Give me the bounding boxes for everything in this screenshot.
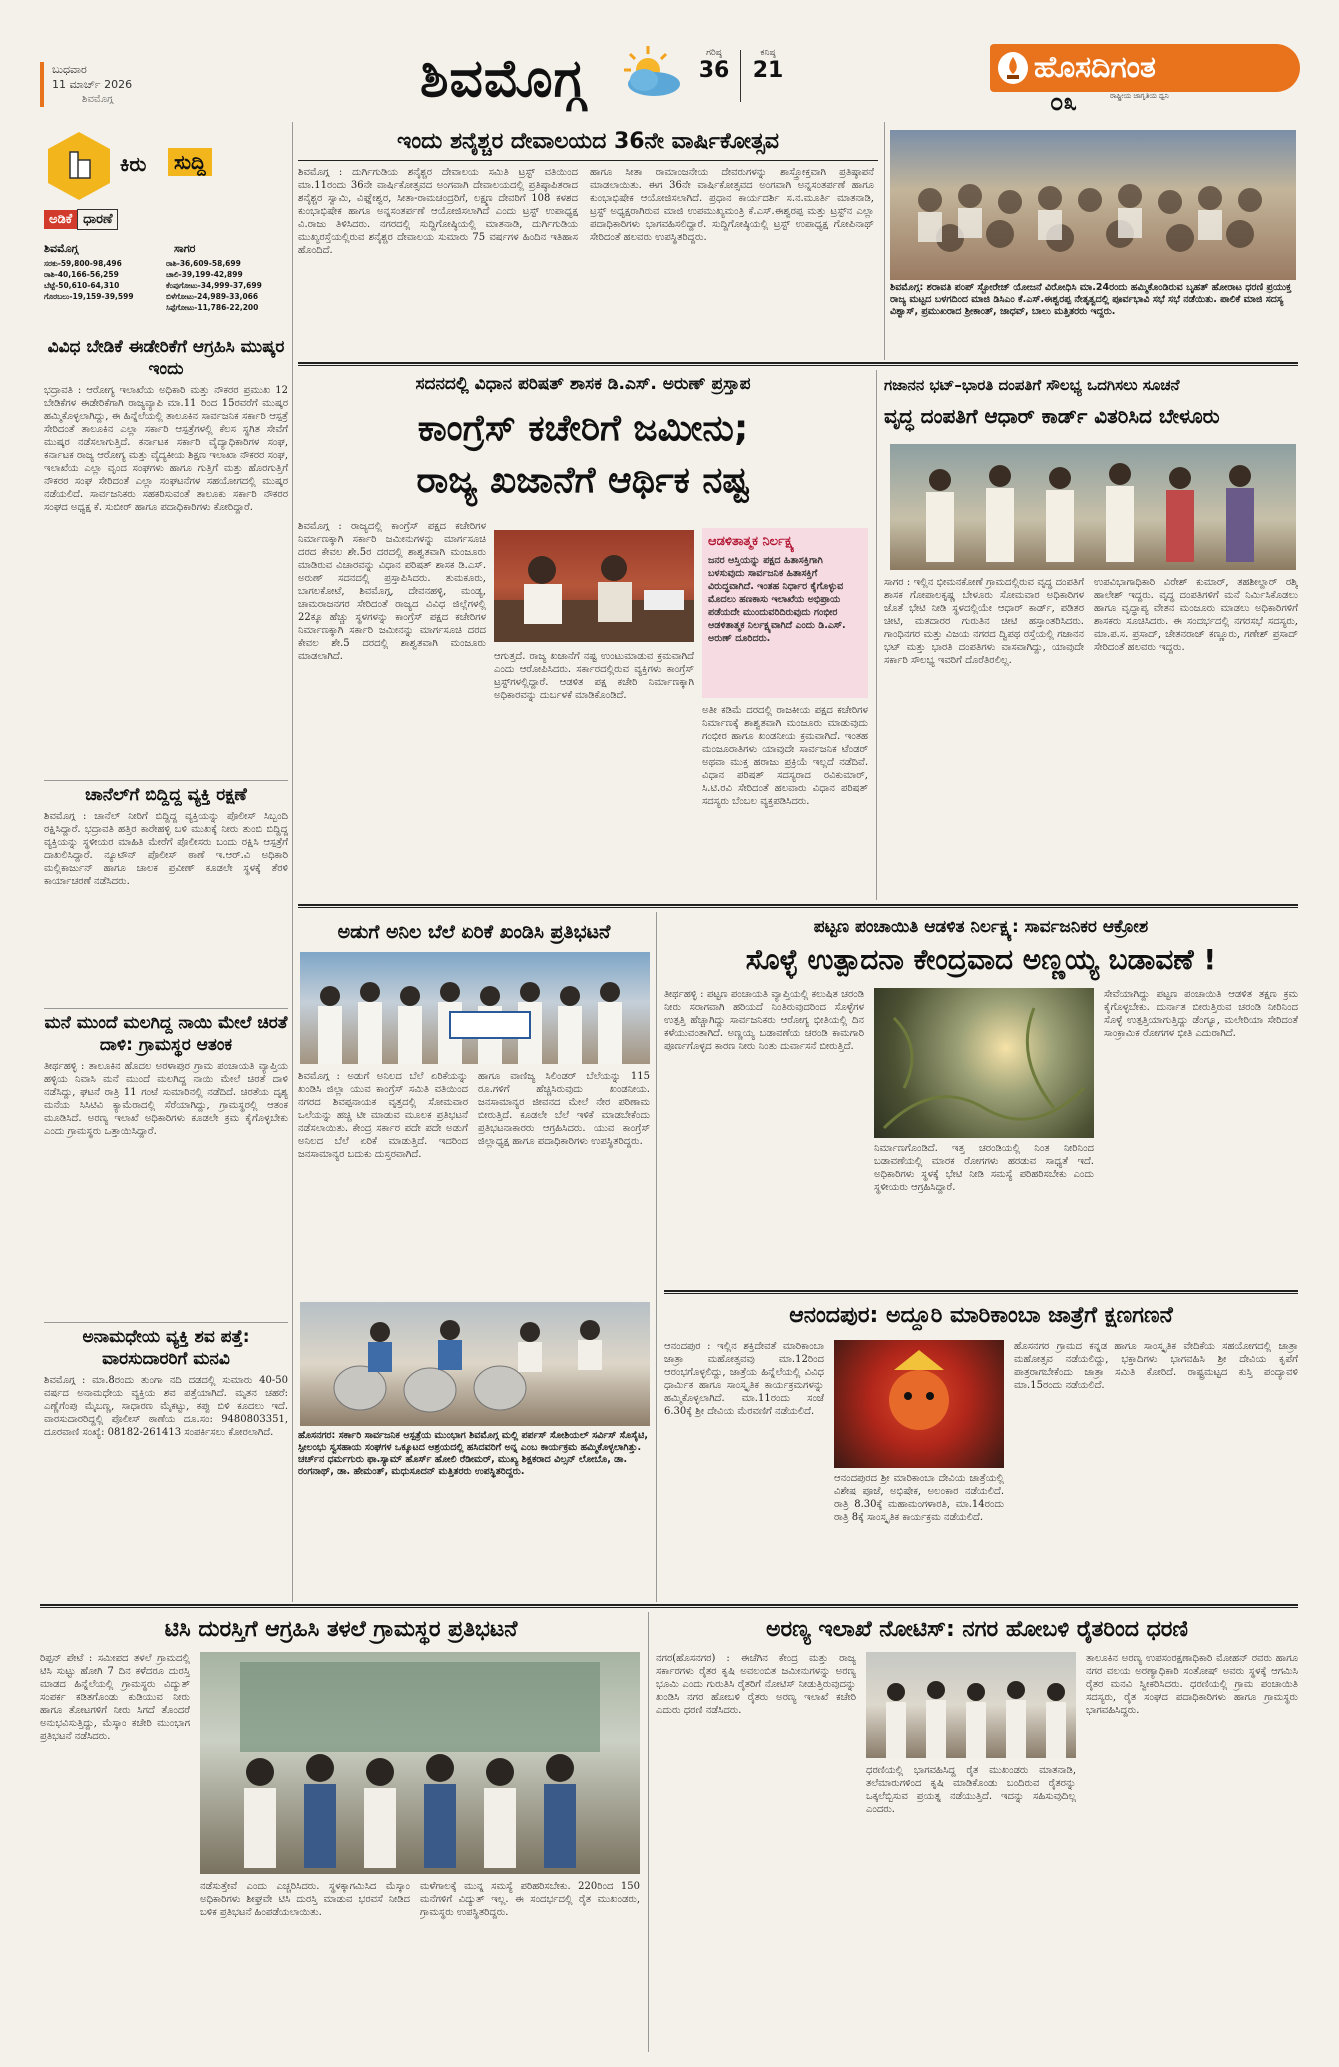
min-temp-block [746, 48, 790, 84]
congress-photo [494, 530, 694, 642]
left-story-3-headline: ಮನೆ ಮುಂದೆ ಮಲಗಿದ್ದ ನಾಯಿ ಮೇಲೆ ಚಿರತೆ ದಾಳಿ: ಗ್ರಾಮಸ್ಥರ ಆತಂಕ [44, 1013, 288, 1055]
congress-body-2: ಆಗುತ್ತದೆ. ರಾಜ್ಯ ಖಜಾನೆಗೆ ನಷ್ಟ ಉಂಟುಮಾಡುವ ಕ್ರಮವಾಗಿದೆ ಎಂದು ಆರೋಪಿಸಿದರು. ಸರ್ಕಾರದಲ್ಲಿರುವ ವ್ಯಕ್ತಿಗಳು ಕಾಂಗ್ರೆಸ್ ಟ್ರಸ್ಟ್‌ಗಳಲ್ಲಿದ್ದಾರೆ. ಆಡಳಿತ ಪಕ್ಷ ಕಚೇರಿ ನಿರ್ಮಾಣಕ್ಕಾಗಿ ಅಧಿಕಾರವನ್ನು ದುರ್ಬಳಕೆ ಮಾಡಿಕೊಂಡಿದೆ. [494, 651, 694, 701]
tc-body-2: ನಡೆಸುತ್ತೇವೆ ಎಂದು ಎಚ್ಚರಿಸಿದರು. ಸ್ಥಳಕ್ಕಾಗಮಿಸಿದ ಮೆಸ್ಕಾಂ ಅಧಿಕಾರಿಗಳು ಶೀಘ್ರವೇ ಟಿಸಿ ದುರಸ್ತಿ ಮಾಡುವ ಭರವಸೆ ನೀಡಿದ ಬಳಿಕ ಪ್ರತಿಭಟನೆ ಹಿಂಪಡೆಯಲಾಯಿತು. [200, 1881, 410, 1918]
hand-icon [44, 130, 114, 202]
arecanut-col2-head: ಸಾಗರ [174, 242, 196, 255]
congress-headline-1: ಕಾಂಗ್ರೆಸ್ ಕಚೇರಿಗೆ ಜಮೀನು; [417, 408, 749, 449]
forest-body-1: ನಗರ(ಹೊಸನಗರ) : ಈಚೆಗಿನ ಕೇಂದ್ರ ಮತ್ತು ರಾಜ್ಯ ಸರ್ಕಾರಗಳು ರೈತರ ಕೃಷಿ ಅವಲಂಬಿತ ಜಮೀನುಗಳನ್ನು ಅರಣ್ಯ ಭೂಮಿ ಎಂದು ಗುರುತಿಸಿ ರೈತರಿಗೆ ನೋಟಿಸ್ ನೀಡುತ್ತಿರುವುದನ್ನು ಖಂಡಿಸಿ ನಗರ ಹೋಬಳಿ ರೈತರು ಅರಣ್ಯ ಇಲಾಖೆ ಕಚೇರಿ ಎದುರು ಧರಣಿ ನಡೆಸಿದರು. [656, 1653, 856, 1716]
kirusuddi-logo [44, 130, 244, 202]
tc-headline: ಟಿಸಿ ದುರಸ್ತಿಗೆ ಆಗ್ರಹಿಸಿ ತಳಲೆ ಗ್ರಾಮಸ್ಥರ ಪ್ರತಿಭಟನೆ [164, 1617, 518, 1642]
min-temp-label: ಕನಿಷ್ಠ [760, 48, 776, 58]
forest-photo [866, 1652, 1076, 1758]
tc-body-1: ರಿಪ್ಪನ್ ಪೇಟೆ : ಸಮೀಪದ ತಳಲೆ ಗ್ರಾಮದಲ್ಲಿ ಟಿಸಿ ಸುಟ್ಟು ಹೋಗಿ 7 ದಿನ ಕಳೆದರೂ ದುರಸ್ತಿ ಮಾಡದ ಹಿನ್ನೆಲೆಯಲ್ಲಿ ಗ್ರಾಮಸ್ಥರು ವಿದ್ಯುತ್ ಸಂಪರ್ಕ ಕಡಿತಗೊಂಡು ಕುಡಿಯುವ ನೀರು ಹಾಗೂ ತೋಟಗಳಿಗೆ ನೀರು ಸಿಗದೆ ತೊಂದರೆ ಅನುಭವಿಸುತ್ತಿದ್ದು, ಮೆಸ್ಕಾಂ ಕಚೇರಿ ಮುಂಭಾಗ ಪ್ರತಿಭಟನೆ ನಡೆಸಿದರು. [40, 1653, 190, 1742]
max-temp: 36 [698, 58, 730, 83]
weather-icon [616, 42, 686, 102]
left-story-2-headline: ಚಾನೆಲ್‌ಗೆ ಬಿದ್ದಿದ್ದ ವ್ಯಕ್ತಿ ರಕ್ಷಣೆ [85, 785, 247, 805]
tc-body-3: ಮಳೆಗಾಲಕ್ಕೆ ಮುನ್ನ ಸಮಸ್ಯೆ ಪರಿಹರಿಸಬೇಕು. 220ರಿಂದ 150 ಮನೆಗಳಿಗೆ ವಿದ್ಯುತ್ ಇಲ್ಲ. ಈ ಸಂದರ್ಭದಲ್ಲಿ ರೈತ ಮುಖಂಡರು, ಗ್ರಾಮಸ್ಥರು ಉಪಸ್ಥಿತರಿದ್ದರು. [420, 1881, 640, 1918]
aadhar-kicker: ಗಜಾನನ ಭಟ್–ಭಾರತಿ ದಂಪತಿಗೆ ಸೌಲಭ್ಯ ಒದಗಿಸಲು ಸೂಚನೆ [884, 376, 1180, 394]
aadhar-body-1: ಸಾಗರ : ಇಲ್ಲಿನ ಭೀಮನಕೋಣೆ ಗ್ರಾಮದಲ್ಲಿರುವ ವೃದ್ಧ ದಂಪತಿಗೆ ಶಾಸಕ ಗೋಪಾಲಕೃಷ್ಣ ಬೇಳೂರು ಸೋಮವಾರ ಅಧಿಕಾರಿಗಳ ಜೊತೆ ಭೇಟಿ ನೀಡಿ ಸ್ಥಳದಲ್ಲಿಯೇ ಆಧಾರ್ ಕಾರ್ಡ್, ಪಡಿತರ ಚೀಟಿ, ಮತದಾರರ ಗುರುತಿನ ಚೀಟಿ ಹಸ್ತಾಂತರಿಸಿದರು. ಗಾಂಧಿನಗರ ಮತ್ತು ವಿಜಯ ನಗರದ ದ್ವಿಪಥ ರಸ್ತೆಯಲ್ಲಿ ಗಜಾನನ ಭಟ್ ಮತ್ತು ಭಾರತಿ ದಂಪತಿಗಳು ವಾಸವಾಗಿದ್ದು, ಯಾವುದೇ ಸರ್ಕಾರಿ ಸೌಲಭ್ಯ ಇವರಿಗೆ ದೊರೆತಿರಲಿಲ್ಲ. [884, 577, 1084, 666]
page-title: ಶಿವಮೊಗ್ಗ [420, 49, 586, 109]
food-distribution-photo [300, 1302, 650, 1426]
left-story-3-body: ತೀರ್ಥಹಳ್ಳಿ : ತಾಲೂಕಿನ ಹೊದಲ ಅರಳಾಪುರ ಗ್ರಾಮ ಪಂಚಾಯತಿ ವ್ಯಾಪ್ತಿಯ ಹಳ್ಳಿಯ ನಿವಾಸಿ ಮನೆ ಮುಂದೆ ಮಲಗಿದ್ದ ನಾಯಿ ಮೇಲೆ ಚಿರತೆ ದಾಳಿ ನಡೆಸಿದ್ದು, ಘಟನೆ ರಾತ್ರಿ 11 ಗಂಟೆ ಸುಮಾರಿನಲ್ಲಿ ನಡೆದಿದೆ. ಚಿರತೆಯ ದೃಶ್ಯ ಮನೆಯ ಸಿಸಿಟಿವಿ ಕ್ಯಾಮೆರಾದಲ್ಲಿ ಸೆರೆಯಾಗಿದ್ದು, ಗ್ರಾಮಸ್ಥರಲ್ಲಿ ಆತಂಕ ಮೂಡಿಸಿದೆ. ಅರಣ್ಯ ಇಲಾಖೆ ಅಧಿಕಾರಿಗಳು ಕೂಡಲೇ ಕ್ರಮ ಕೈಗೊಳ್ಳಬೇಕು ಎಂದು ಗ್ರಾಮಸ್ಥರು ಒತ್ತಾಯಿಸಿದ್ದಾರೆ. [44, 1061, 288, 1137]
date-block [40, 62, 160, 107]
max-temp-block [692, 48, 736, 84]
forest-body-3: ತಾಲೂಕಿನ ಅರಣ್ಯ ಉಪಸಂರಕ್ಷಣಾಧಿಕಾರಿ ಮೋಹನ್ ರವರು ಹಾಗೂ ನಗರ ವಲಯ ಅರಣ್ಯಾಧಿಕಾರಿ ಸಂತೋಷ್ ಅವರು ಸ್ಥಳಕ್ಕೆ ಆಗಮಿಸಿ ರೈತರ ಮನವಿ ಸ್ವೀಕರಿಸಿದರು. ಧರಣಿಯಲ್ಲಿ ಗ್ರಾಮ ಪಂಚಾಯಿತಿ ಸದಸ್ಯರು, ರೈತ ಸಂಘದ ಪದಾಧಿಕಾರಿಗಳು ಹಾಗೂ ಗ್ರಾಮಸ್ಥರು ಭಾಗವಹಿಸಿದ್ದರು. [1086, 1653, 1298, 1716]
anandapura-body-1: ಆನಂದಪುರ : ಇಲ್ಲಿನ ಶಕ್ತಿದೇವತೆ ಮಾರಿಕಾಂಬಾ ಜಾತ್ರಾ ಮಹೋತ್ಸವವು ಮಾ.12ರಿಂದ ಆರಂಭಗೊಳ್ಳಲಿದ್ದು, ಜಾತ್ರೆಯ ಹಿನ್ನೆಲೆಯಲ್ಲಿ ವಿವಿಧ ಧಾರ್ಮಿಕ ಹಾಗೂ ಸಾಂಸ್ಕೃತಿಕ ಕಾರ್ಯಕ್ರಮಗಳನ್ನು ಹಮ್ಮಿಕೊಳ್ಳಲಾಗಿದೆ. ಮಾ.11ರಂದು ಸಂಜೆ 6.30ಕ್ಕೆ ಶ್ರೀ ದೇವಿಯ ಮೆರವಣಿಗೆ ನಡೆಯಲಿದೆ. [664, 1341, 824, 1417]
temple-headline: ಇಂದು ಶನೈಶ್ಚರ ದೇವಾಲಯದ 36ನೇ ವಾರ್ಷಿಕೋತ್ಸವ [397, 129, 779, 154]
paper-tagline: ರಾಷ್ಟ್ರೀಯ ಜಾಗೃತಿಯ ಧ್ವನಿ [1110, 92, 1169, 100]
arecanut-box [44, 208, 294, 328]
left-story-1 [44, 336, 288, 806]
arecanut-c2-4: ಸಿಪ್ಪೆಗೋಟು-11,786-22,200 [166, 303, 259, 312]
anandapura-body-3: ಹೊಸನಗರ ಗ್ರಾಮದ ಕನ್ನಡ ಹಾಗೂ ಸಾಂಸ್ಕೃತಿಕ ವೇದಿಕೆಯ ಸಹಯೋಗದಲ್ಲಿ ಜಾತ್ರಾ ಮಹೋತ್ಸವ ನಡೆಯಲಿದ್ದು, ಭಕ್ತಾದಿಗಳು ಭಾಗವಹಿಸಿ ಶ್ರೀ ದೇವಿಯ ಕೃಪೆಗೆ ಪಾತ್ರರಾಗಬೇಕೆಂದು ಜಾತ್ರಾ ಸಮಿತಿ ಕೋರಿದೆ. ರಾಷ್ಟ್ರಮಟ್ಟದ ಕುಸ್ತಿ ಪಂದ್ಯಾವಳಿ ಮಾ.15ರಂದು ನಡೆಯಲಿದೆ. [1014, 1341, 1298, 1391]
aadhar-body-2: ಉಪವಿಭಾಗಾಧಿಕಾರಿ ವಿರೇಶ್ ಕುಮಾರ್, ತಹಶೀಲ್ದಾರ್ ರಶ್ಮಿ ಹಾಲೇಶ್ ಇದ್ದರು. ವೃದ್ಧ ದಂಪತಿಗಳಿಗೆ ಮನೆ ನಿರ್ಮಿಸಿಕೊಡಲು ಹಾಗೂ ವೃದ್ಧಾಪ್ಯ ವೇತನ ಮಂಜೂರು ಮಾಡಲು ಅಧಿಕಾರಿಗಳಿಗೆ ಶಾಸಕರು ಸೂಚಿಸಿದರು. ಈ ಸಂದರ್ಭದಲ್ಲಿ ನಗರಸಭೆ ಸದಸ್ಯರು, ಮಾ.ಪ.ಸ. ಪ್ರಸಾದ್, ಚೇತನರಾಜ್ ಕಣ್ಣೂರು, ಗಣೇಶ್ ಪ್ರಸಾದ್ ಸೇರಿದಂತೆ ಹಲವರು ಇದ್ದರು. [1094, 577, 1298, 653]
temple-caption: ಶಿವಮೊಗ್ಗ: ಶರಾವತಿ ಪಂಪ್ ಸ್ಟೋರೇಜ್ ಯೋಜನೆ ವಿರೋಧಿಸಿ ಮಾ.24ರಂದು ಹಮ್ಮಿಕೊಂಡಿರುವ ಬೃಹತ್ ಹೋರಾಟ ಧರಣಿ ಪ್ರಯುಕ್ತ ರಾಜ್ಯ ಮಟ್ಟದ ಬಳಗದಿಂದ ಮಾಜಿ ಡಿಸಿಎಂ ಕೆ.ಎಸ್.ಈಶ್ವರಪ್ಪ ನೇತೃತ್ವದಲ್ಲಿ ಪೂರ್ವಭಾವಿ ಸಭೆ ಸಭೆ ನಡೆಯಿತು. ಪಾಲಿಕೆ ಮಾಜಿ ಸದಸ್ಯ ವಿಶ್ವಾಸ್, ಪ್ರಮುಖರಾದ ಶ್ರೀಕಾಂತ್, ಜಾಧವ್, ಬಾಲು ಮತ್ತಿತರರು ಇದ್ದರು. [890, 282, 1292, 317]
arecanut-c1-2: ಬೆಟ್ಟೆ-50,610-64,310 [44, 281, 120, 290]
masthead [0, 0, 1339, 116]
arecanut-title-b: ಧಾರಣೆ [77, 209, 118, 230]
arecanut-c1-3: ಗೊರಬಲು-19,159-39,599 [44, 292, 134, 301]
lpg-headline: ಅಡುಗೆ ಅನಿಲ ಬೆಲೆ ಏರಿಕೆ ಖಂಡಿಸಿ ಪ್ರತಿಭಟನೆ [337, 921, 611, 943]
lpg-photo [300, 952, 650, 1064]
arecanut-title-a: ಅಡಿಕೆ [44, 210, 77, 229]
anandapura-headline: ಆನಂದಪುರ: ಅದ್ದೂರಿ ಮಾರಿಕಾಂಬಾ ಜಾತ್ರೆಗೆ ಕ್ಷಣಗಣನೆ [789, 1303, 1173, 1328]
arecanut-c2-2: ಕೆಂಪುಗೋಟು-34,999-37,699 [166, 281, 262, 290]
temple-body-2: ಹಾಗೂ ಸೀತಾ ರಾಮಾಂಜನೇಯ ದೇವರುಗಳನ್ನು ಶಾಸ್ತ್ರೋಕ್ತವಾಗಿ ಪ್ರತಿಷ್ಠಾಪನೆ ಮಾಡಲಾಯಿತು. ಈಗ 36ನೇ ವಾರ್ಷಿಕೋತ್ಸವದ ಅಂಗವಾಗಿ ಅನ್ನಸಂತರ್ಪಣೆ ಹಾಗೂ ಕುಂಭಾಭಿಷೇಕ ಆಯೋಜಿಸಲಾಗಿದೆ. ಪ್ರಧಾನ ಕಾರ್ಯದರ್ಶಿ ಸ.ನ.ಮೂರ್ತಿ ಮಾತನಾಡಿ, ಟ್ರಸ್ಟ್ ಅಧ್ಯಕ್ಷರಾಗಿರುವ ಮಾಜಿ ಉಪಮುಖ್ಯಮಂತ್ರಿ ಕೆ.ಎಸ್.ಈಶ್ವರಪ್ಪ ಮತ್ತು ಟ್ರಸ್ಟ್‌ನ ಎಲ್ಲಾ ಪದಾಧಿಕಾರಿಗಳು ಭಾಗವಹಿಸಲಿದ್ದಾರೆ. ಸುದ್ದಿಗೋಷ್ಠಿಯಲ್ಲಿ ಟ್ರಸ್ಟ್ ಉಪಾಧ್ಯಕ್ಷ ಗೋಪಿನಾಥ್ ಸೇರಿದಂತೆ ಹಲವರು ಉಪಸ್ಥಿತರಿದ್ದರು. [590, 167, 874, 243]
goddess-photo [834, 1340, 1004, 1468]
temple-photo [890, 130, 1296, 280]
sole-headline: ಸೊಳ್ಳೆ ಉತ್ಪಾದನಾ ಕೇಂದ್ರವಾದ ಅಣ್ಣಯ್ಯ ಬಡಾವಣೆ ! [745, 943, 1217, 976]
kirusuddi-label-a: ಕಿರು [120, 152, 147, 176]
arecanut-c2-1: ಚಾಲಿ-39,199-42,899 [166, 270, 243, 279]
forest-body-2: ಧರಣಿಯಲ್ಲಿ ಭಾಗವಹಿಸಿದ್ದ ರೈತ ಮುಖಂಡರು ಮಾತನಾಡಿ, ತಲೆಮಾರುಗಳಿಂದ ಕೃಷಿ ಮಾಡಿಕೊಂಡು ಬಂದಿರುವ ರೈತರನ್ನು ಒಕ್ಕಲೆಬ್ಬಿಸುವ ಪ್ರಯತ್ನ ನಡೆಯುತ್ತಿದೆ. ಇದನ್ನು ಸಹಿಸುವುದಿಲ್ಲ ಎಂದರು. [866, 1765, 1076, 1815]
anandapura-body-2: ಆನಂದಪುರದ ಶ್ರೀ ಮಾರಿಕಾಂಬಾ ದೇವಿಯ ಜಾತ್ರೆಯಲ್ಲಿ ವಿಶೇಷ ಪೂಜೆ, ಅಭಿಷೇಕ, ಅಲಂಕಾರ ನಡೆಯಲಿದೆ. ರಾತ್ರಿ 8.30ಕ್ಕೆ ಮಹಾಮಂಗಳಾರತಿ, ಮಾ.14ರಂದು ರಾತ್ರಿ 8ಕ್ಕೆ ಸಾಂಸ್ಕೃತಿಕ ಕಾರ್ಯಕ್ರಮ ನಡೆಯಲಿದೆ. [834, 1473, 1004, 1523]
sole-body-1: ತೀರ್ಥಹಳ್ಳಿ : ಪಟ್ಟಣ ಪಂಚಾಯತಿ ವ್ಯಾಪ್ತಿಯಲ್ಲಿ ಕಲುಷಿತ ಚರಂಡಿ ನೀರು ಸರಾಗವಾಗಿ ಹರಿಯದೆ ನಿಂತಿರುವುದರಿಂದ ಸೊಳ್ಳೆಗಳ ಉತ್ಪತ್ತಿ ಹೆಚ್ಚಾಗಿದ್ದು ಸಾರ್ವಜನಿಕರು ಆರೋಗ್ಯ ಭೀತಿಯಲ್ಲಿ ದಿನ ಕಳೆಯುವಂತಾಗಿದೆ. ಅಣ್ಣಯ್ಯ ಬಡಾವಣೆಯ ಚರಂಡಿ ಕಾಮಗಾರಿ ಪೂರ್ಣಗೊಳ್ಳದ ಕಾರಣ ನೀರು ನಿಂತು ದುರ್ವಾಸನೆ ಬೀರುತ್ತಿದೆ. [664, 989, 864, 1052]
left-story-2 [44, 784, 288, 1024]
temple-body-1: ಶಿವಮೊಗ್ಗ : ದುರ್ಗಿಗುಡಿಯ ಶನೈಶ್ಚರ ದೇವಾಲಯ ಸಮಿತಿ ಟ್ರಸ್ಟ್ ವತಿಯಿಂದ ಮಾ.11ರಂದು 36ನೇ ವಾರ್ಷಿಕೋತ್ಸವದ ಅಂಗವಾಗಿ ದೇವಾಲಯದಲ್ಲಿ ಪ್ರತಿಷ್ಠಾಪಿತರಾದ ಶನೈಶ್ಚರ ಸ್ವಾಮಿ, ವಿಘ್ನೇಶ್ವರ, ಸೀತಾ-ರಾಮಚಂದ್ರರಿಗೆ, ಲಕ್ಷ್ಮಣ ದೇವರಿಗೆ 108 ಕಳಶದ ಕುಂಭಾಭಿಷೇಕ ಹಾಗೂ ಅನ್ನಸಂತರ್ಪಣೆ ಆಯೋಜಿಸಲಾಗಿದೆ ಎಂದು ಟ್ರಸ್ಟ್ ಉಪಾಧ್ಯಕ್ಷ ವಿ.ರಾಜು ತಿಳಿಸಿದರು. ನಗರದಲ್ಲಿ ಸುದ್ದಿಗೋಷ್ಠಿಯಲ್ಲಿ ಮಾತನಾಡಿ, ದುರ್ಗಿಗುಡಿಯ ಮುಖ್ಯರಸ್ತೆಯಲ್ಲಿರುವ ಶನೈಶ್ಚರ ದೇವಾಲಯ ಸುಮಾರು 75 ವರ್ಷಗಳ ಹಿಂದಿನ ಇತಿಹಾಸ ಹೊಂದಿದೆ. [298, 167, 578, 256]
lpg-body-1: ಶಿವಮೊಗ್ಗ : ಅಡುಗೆ ಅನಿಲದ ಬೆಲೆ ಏರಿಕೆಯನ್ನು ಖಂಡಿಸಿ ಜಿಲ್ಲಾ ಯುವ ಕಾಂಗ್ರೆಸ್ ಸಮಿತಿ ವತಿಯಿಂದ ನಗರದ ಶಿವಪ್ಪನಾಯಕ ವೃತ್ತದಲ್ಲಿ ಸೋಮವಾರ ಒಲೆಯನ್ನು ಹಚ್ಚಿ ಟೀ ಮಾಡುವ ಮೂಲಕ ಪ್ರತಿಭಟನೆ ನಡೆಸಲಾಯಿತು. ಕೇಂದ್ರ ಸರ್ಕಾರ ಪದೇ ಪದೇ ಅಡುಗೆ ಅನಿಲದ ಬೆಲೆ ಏರಿಕೆ ಮಾಡುತ್ತಿದೆ. ಇದರಿಂದ ಜನಸಾಮಾನ್ಯರ ಬದುಕು ದುಸ್ತರವಾಗಿದೆ. [298, 1071, 468, 1160]
left-story-1-body: ಭದ್ರಾವತಿ : ಆರೋಗ್ಯ ಇಲಾಖೆಯ ಅಧಿಕಾರಿ ಮತ್ತು ನೌಕರರ ಪ್ರಮುಖ 12 ಬೇಡಿಕೆಗಳ ಈಡೇರಿಕೆಗಾಗಿ ರಾಜ್ಯವ್ಯಾಪಿ ಮಾ.11 ರಿಂದ 15ರವರೆಗೆ ಮುಷ್ಕರ ಹಮ್ಮಿಕೊಳ್ಳಲಾಗಿದ್ದು, ಈ ಹಿನ್ನೆಲೆಯಲ್ಲಿ ತಾಲೂಕಿನ ಸಾರ್ವಜನಿಕ ಸರ್ಕಾರಿ ಆಸ್ಪತ್ರೆ ಸೇರಿದಂತೆ ತಾಲೂಕಿನ ಎಲ್ಲಾ ಸರ್ಕಾರಿ ಆಸ್ಪತ್ರೆಗಳಲ್ಲಿ ಕೆಲಸ ಸ್ಥಗಿತ ಸೇವೆಗೆ ಮುಷ್ಕರ ನಡೆಸಲಾಗುತ್ತಿದೆ. ಕರ್ನಾಟಕ ಸರ್ಕಾರಿ ವೈದ್ಯಾಧಿಕಾರಿಗಳ ಸಂಘ, ಕರ್ನಾಟಕ ರಾಜ್ಯ ಆರೋಗ್ಯ ಮತ್ತು ವೈದ್ಯಕೀಯ ಶಿಕ್ಷಣ ಇಲಾಖಾ ನೌಕರರ ಸಂಘ, ಇಲಾಖೆಯ ಎಲ್ಲಾ ವೃಂದ ಸಂಘಗಳು ಹಾಗೂ ಗುತ್ತಿಗೆ ಮತ್ತು ಹೊರಗುತ್ತಿಗೆ ನೌಕರರ ಸಂಘ ಸೇರಿದಂತೆ ಎಲ್ಲಾ ಸಂಘಟನೆಗಳ ಸಹಯೋಗದಲ್ಲಿ ಮುಷ್ಕರ ನಡೆಯಲಿದೆ. ಸಾರ್ವಜನಿಕರು ಸಹಕರಿಸುವಂತೆ ತಾಲೂಕು ಸರ್ಕಾರಿ ನೌಕರರ ಸಂಘದ ಅಧ್ಯಕ್ಷ ಕೆ. ಸುಬೀರ್ ಹಾಗೂ ಪದಾಧಿಕಾರಿಗಳು ಕೋರಿದ್ದಾರೆ. [44, 385, 288, 513]
min-temp: 21 [752, 58, 784, 83]
left-story-4-headline: ಅನಾಮಧೇಯ ವ್ಯಕ್ತಿ ಶವ ಪತ್ತೆ: ವಾರಸುದಾರರಿಗೆ ಮನವಿ [82, 1327, 250, 1369]
kirusuddi-label-b: ಸುದ್ದಿ [168, 148, 212, 176]
food-distribution-caption: ಹೊಸನಗರ: ಸರ್ಕಾರಿ ಸಾರ್ವಜನಿಕ ಆಸ್ಪತ್ರೆಯ ಮುಂಭಾಗ ಶಿವಮೊಗ್ಗ ಮಲ್ಲಿ ಪರ್ಪಸ್ ಸೋಶಿಯಲ್ ಸರ್ವಿಸ್ ಸೊಸೈಟಿ, ಸ್ಪೀಲಂಭು ಸ್ವಸಹಾಯ ಸಂಘಗಳ ಒಕ್ಕೂಟದ ಆಶ್ರಯದಲ್ಲಿ ಹಸಿದವರಿಗೆ ಅನ್ನ ಎಂಬ ಕಾರ್ಯಕ್ರಮ ಹಮ್ಮಿಕೊಳ್ಳಲಾಗಿತ್ತು. ಚರ್ಚ್‌ನ ಧರ್ಮಗುರು ಫಾ.ಸ್ಯಾಮ್ ಹೊರ್ಸ್ ಹೋಲಿ ರೆಡೀಮರ್, ಮುಖ್ಯ ಶಿಕ್ಷಕರಾದ ವಿಲ್ಸನ್ ಲೋಬೊ, ಡಾ. ರಂಗನಾಥ್, ಡಾ. ಹೇಮಂತ್, ಮಧುಸೂದನ್ ಮತ್ತಿತರರು ಉಪಸ್ಥಿತರಿದ್ದರು. [298, 1430, 648, 1477]
sole-body-3: ನಿರ್ಮಾಣಗೊಂಡಿದೆ. ಇತ್ತ ಚರಂಡಿಯಲ್ಲಿ ನಿಂತ ನೀರಿನಿಂದ ಬಡಾವಣೆಯಲ್ಲಿ ಮಾರಕ ರೋಗಗಳು ಹರಡುವ ಸಾಧ್ಯತೆ ಇದೆ. ಅಧಿಕಾರಿಗಳು ಸ್ಥಳಕ್ಕೆ ಭೇಟಿ ನೀಡಿ ಸಮಸ್ಯೆ ಪರಿಹರಿಸಬೇಕು ಎಂದು ಸ್ಥಳೀಯರು ಆಗ್ರಹಿಸಿದ್ದಾರೆ. [874, 1143, 1094, 1193]
paper-name: ಹೊಸದಿಗಂತ [1034, 50, 1156, 85]
arecanut-c1-1: ರಾಶಿ-40,166-56,259 [44, 270, 119, 279]
paper-logo [990, 44, 1300, 116]
page-number: ೦೩ [1050, 88, 1077, 116]
left-story-3 [44, 1012, 288, 1310]
left-story-2-body: ಶಿವಮೊಗ್ಗ : ಚಾನೆಲ್ ನೀರಿಗೆ ಬಿದ್ದಿದ್ದ ವ್ಯಕ್ತಿಯನ್ನು ಪೊಲೀಸ್ ಸಿಬ್ಬಂದಿ ರಕ್ಷಿಸಿದ್ದಾರೆ. ಭದ್ರಾವತಿ ಹತ್ತಿರ ಕಾರೇಹಳ್ಳಿ ಬಳಿ ಮುಖಕ್ಕೆ ನೀರು ತುಂಬಿ ಬಿದ್ದಿದ್ದ ವ್ಯಕ್ತಿಯನ್ನು ಸ್ಥಳೀಯರ ಮಾಹಿತಿ ಮೇರೆಗೆ ಪೊಲೀಸರು ಬಂದು ರಕ್ಷಿಸಿ ಆಸ್ಪತ್ರೆಗೆ ದಾಖಲಿಸಿದ್ದಾರೆ. ನ್ಯೂಟೌನ್ ಪೊಲೀಸ್ ಠಾಣೆ ಇ.ಆರ್.ವಿ ಅಧಿಕಾರಿ ಮಲ್ಲಿಕಾರ್ಜುನ್ ಹಾಗೂ ಚಾಲಕ ಪ್ರವೀಣ್ ಕೂಡಲೇ ಸ್ಥಳಕ್ಕೆ ತೆರಳಿ ಕಾರ್ಯಾಚರಣೆ ನಡೆಸಿದರು. [44, 811, 288, 887]
aadhar-photo [890, 444, 1296, 570]
city-small: ಶಿವಮೊಗ್ಗ [82, 94, 114, 105]
day-label: ಬುಧವಾರ [52, 63, 87, 76]
lpg-body-2: ಹಾಗೂ ವಾಣಿಜ್ಯ ಸಿಲಿಂಡರ್ ಬೆಲೆಯನ್ನು 115 ರೂ.ಗಳಿಗೆ ಹೆಚ್ಚಿಸಿರುವುದು ಖಂಡನೀಯ. ಜನಸಾಮಾನ್ಯರ ಜೀವನದ ಮೇಲೆ ನೇರ ಪರಿಣಾಮ ಬೀರುತ್ತಿದೆ. ಕೂಡಲೇ ಬೆಲೆ ಇಳಿಕೆ ಮಾಡಬೇಕೆಂದು ಪ್ರತಿಭಟನಾಕಾರರು ಆಗ್ರಹಿಸಿದರು. ಯುವ ಕಾಂಗ್ರೆಸ್ ಜಿಲ್ಲಾಧ್ಯಕ್ಷ ಹಾಗೂ ಪದಾಧಿಕಾರಿಗಳು ಉಪಸ್ಥಿತರಿದ್ದರು. [478, 1071, 650, 1147]
congress-box-body: ಜನರ ಆಸ್ತಿಯನ್ನು ಪಕ್ಷದ ಹಿತಾಸಕ್ತಿಗಾಗಿ ಬಳಸುವುದು ಸಾರ್ವಜನಿಕ ಹಿತಾಸಕ್ತಿಗೆ ವಿರುದ್ಧವಾಗಿದೆ. ಇಂತಹ ನಿರ್ಧಾರ ಕೈಗೊಳ್ಳುವ ಮೊದಲು ಹಣಕಾಸು ಇಲಾಖೆಯ ಅಭಿಪ್ರಾಯ ಪಡೆಯದೇ ಮುಂದುವರಿದಿರುವುದು ಗಂಭೀರ ಆಡಳಿತಾತ್ಮಕ ನಿರ್ಲಕ್ಷ್ಯವಾಗಿದೆ ಎಂದು ಡಿ.ಎಸ್. ಅರುಣ್ ದೂರಿದರು. [708, 555, 846, 644]
lamp-icon [998, 52, 1028, 84]
sole-kicker: ಪಟ್ಟಣ ಪಂಚಾಯಿತಿ ಆಡಳಿತ ನಿರ್ಲಕ್ಷ್ಯ: ಸಾರ್ವಜನಿಕರ ಆಕ್ರೋಶ [813, 917, 1149, 937]
aadhar-headline: ವೃದ್ಧ ದಂಪತಿಗೆ ಆಧಾರ್ ಕಾರ್ಡ್ ವಿತರಿಸಿದ ಬೇಳೂರು [884, 404, 1220, 428]
arecanut-c1-0: ಸರಕು-59,800-98,496 [44, 259, 122, 268]
date-label: 11 ಮಾರ್ಚ್ 2026 [52, 78, 133, 91]
sole-body-2: ಸೇವೆಯಾಗಿದ್ದು ಪಟ್ಟಣ ಪಂಚಾಯಿತಿ ಆಡಳಿತ ತಕ್ಷಣ ಕ್ರಮ ಕೈಗೊಳ್ಳಬೇಕು. ದುರ್ನಾತ ಬೀರುತ್ತಿರುವ ಚರಂಡಿ ನೀರಿನಿಂದ ಸೊಳ್ಳೆ ಉತ್ಪತ್ತಿಯಾಗುತ್ತಿದ್ದು ಡೆಂಗ್ಯೂ, ಮಲೇರಿಯಾ ಸೇರಿದಂತೆ ಸಾಂಕ್ರಾಮಿಕ ರೋಗಗಳ ಭೀತಿ ಎದುರಾಗಿದೆ. [1104, 989, 1298, 1039]
arecanut-c2-0: ರಾಶಿ-36,609-58,699 [166, 259, 241, 268]
drain-photo [874, 988, 1094, 1138]
congress-box-title: ಆಡಳಿತಾತ್ಮಕ ನಿರ್ಲಕ್ಷ್ಯ [708, 534, 795, 549]
left-story-4-body: ಶಿವಮೊಗ್ಗ : ಮಾ.8ರಂದು ತುಂಗಾ ನದಿ ದಡದಲ್ಲಿ ಸುಮಾರು 40-50 ವರ್ಷದ ಅನಾಮಧೇಯ ವ್ಯಕ್ತಿಯ ಶವ ಪತ್ತೆಯಾಗಿದೆ. ಮೃತನ ಚಹರೆ: ಎಣ್ಣೆಗೆಂಪು ಮೈಬಣ್ಣ, ಸಾಧಾರಣ ಮೈಕಟ್ಟು, ಕಪ್ಪು ಬಿಳಿ ಕೂದಲು ಇದೆ. ವಾರಸುದಾರರಿದ್ದಲ್ಲಿ ಪೊಲೀಸ್ ಠಾಣೆಯ ದೂ.ಸಂ: 9480803351, ದೂರವಾಣಿ ಸಂಖ್ಯೆ: 08182-261413 ಸಂಪರ್ಕಿಸಲು ಕೋರಲಾಗಿದೆ. [44, 1375, 288, 1438]
tc-protest-photo [200, 1652, 640, 1874]
forest-headline: ಅರಣ್ಯ ಇಲಾಖೆ ನೋಟಿಸ್: ನಗರ ಹೋಬಳಿ ರೈತರಿಂದ ಧರಣಿ [765, 1617, 1189, 1642]
left-story-1-headline: ವಿವಿಧ ಬೇಡಿಕೆ ಈಡೇರಿಕೆಗೆ ಆಗ್ರಹಿಸಿ ಮುಷ್ಕರ ಇಂದು [47, 337, 285, 379]
left-story-4 [44, 1326, 288, 1594]
congress-body-3: ಅತೀ ಕಡಿಮೆ ದರದಲ್ಲಿ ರಾಜಕೀಯ ಪಕ್ಷದ ಕಚೇರಿಗಳ ನಿರ್ಮಾಣಕ್ಕೆ ಶಾಶ್ವತವಾಗಿ ಮಂಜೂರು ಮಾಡುವುದು ಗಂಭೀರ ಹಾಗೂ ಖಂಡನೀಯ ಕ್ರಮವಾಗಿದೆ. ಇಂತಹ ಮಂಜೂರಾತಿಗಳು ಯಾವುದೇ ಸಾರ್ವಜನಿಕ ಟೆಂಡರ್ ಅಥವಾ ಮುಕ್ತ ಹರಾಜು ಪ್ರಕ್ರಿಯೆ ಇಲ್ಲದೆ ನಡೆದಿವೆ. ವಿಧಾನ ಪರಿಷತ್ ಸದಸ್ಯರಾದ ರವಿಕುಮಾರ್, ಸಿ.ಟಿ.ರವಿ ಸೇರಿದಂತೆ ಹಲವಾರು ವಿಧಾನ ಪರಿಷತ್ ಸದಸ್ಯರು ಬೆಂಬಲ ವ್ಯಕ್ತಪಡಿಸಿದರು. [702, 705, 868, 807]
congress-kicker: ಸದನದಲ್ಲಿ ವಿಧಾನ ಪರಿಷತ್ ಶಾಸಕ ಡಿ.ಎಸ್. ಅರುಣ್ ಪ್ರಸ್ತಾಪ [415, 374, 751, 394]
congress-headline-2: ರಾಜ್ಯ ಖಜಾನೆಗೆ ಆರ್ಥಿಕ ನಷ್ಟ [416, 460, 750, 501]
arecanut-c2-3: ಬಿಳೆಗೋಟು-24,989-33,066 [166, 292, 259, 301]
arecanut-col1-head: ಶಿವಮೊಗ್ಗ [44, 242, 79, 255]
congress-box [702, 528, 868, 698]
max-temp-label: ಗರಿಷ್ಠ [706, 48, 722, 58]
congress-body-1: ಶಿವಮೊಗ್ಗ : ರಾಜ್ಯದಲ್ಲಿ ಕಾಂಗ್ರೆಸ್ ಪಕ್ಷದ ಕಚೇರಿಗಳ ನಿರ್ಮಾಣಕ್ಕಾಗಿ ಸರ್ಕಾರಿ ಜಮೀನುಗಳನ್ನು ಮಾರ್ಗಸೂಚಿ ದರದ ಕೇವಲ ಶೇ.5ರ ದರದಲ್ಲಿ ಶಾಶ್ವತವಾಗಿ ಮಂಜೂರು ಮಾಡಿರುವ ವಿಚಾರವನ್ನು ವಿಧಾನ ಪರಿಷತ್ ಶಾಸಕ ಡಿ.ಎಸ್. ಅರುಣ್ ಸದನದಲ್ಲಿ ಪ್ರಸ್ತಾಪಿಸಿದರು. ತುಮಕೂರು, ಬಾಗಲಕೋಟೆ, ಶಿವಮೊಗ್ಗ, ದೇವನಹಳ್ಳಿ, ಮಂಡ್ಯ, ಚಾಮರಾಜನಗರ ಸೇರಿದಂತೆ ರಾಜ್ಯದ ವಿವಿಧ ಜಿಲ್ಲೆಗಳಲ್ಲಿ 22ಕ್ಕೂ ಹೆಚ್ಚು ಸ್ಥಳಗಳನ್ನು ಕಾಂಗ್ರೆಸ್ ಪಕ್ಷದ ಕಚೇರಿಗಳ ನಿರ್ಮಾಣಕ್ಕಾಗಿ ಸರ್ಕಾರಿ ಜಮೀನನ್ನು ಮಾರ್ಗಸೂಚಿ ದರದ ಕೇವಲ ಶೇ.5 ದರದಲ್ಲಿ ಶಾಶ್ವತವಾಗಿ ಮಂಜೂರು ಮಾಡಲಾಗಿದೆ. [298, 521, 486, 662]
